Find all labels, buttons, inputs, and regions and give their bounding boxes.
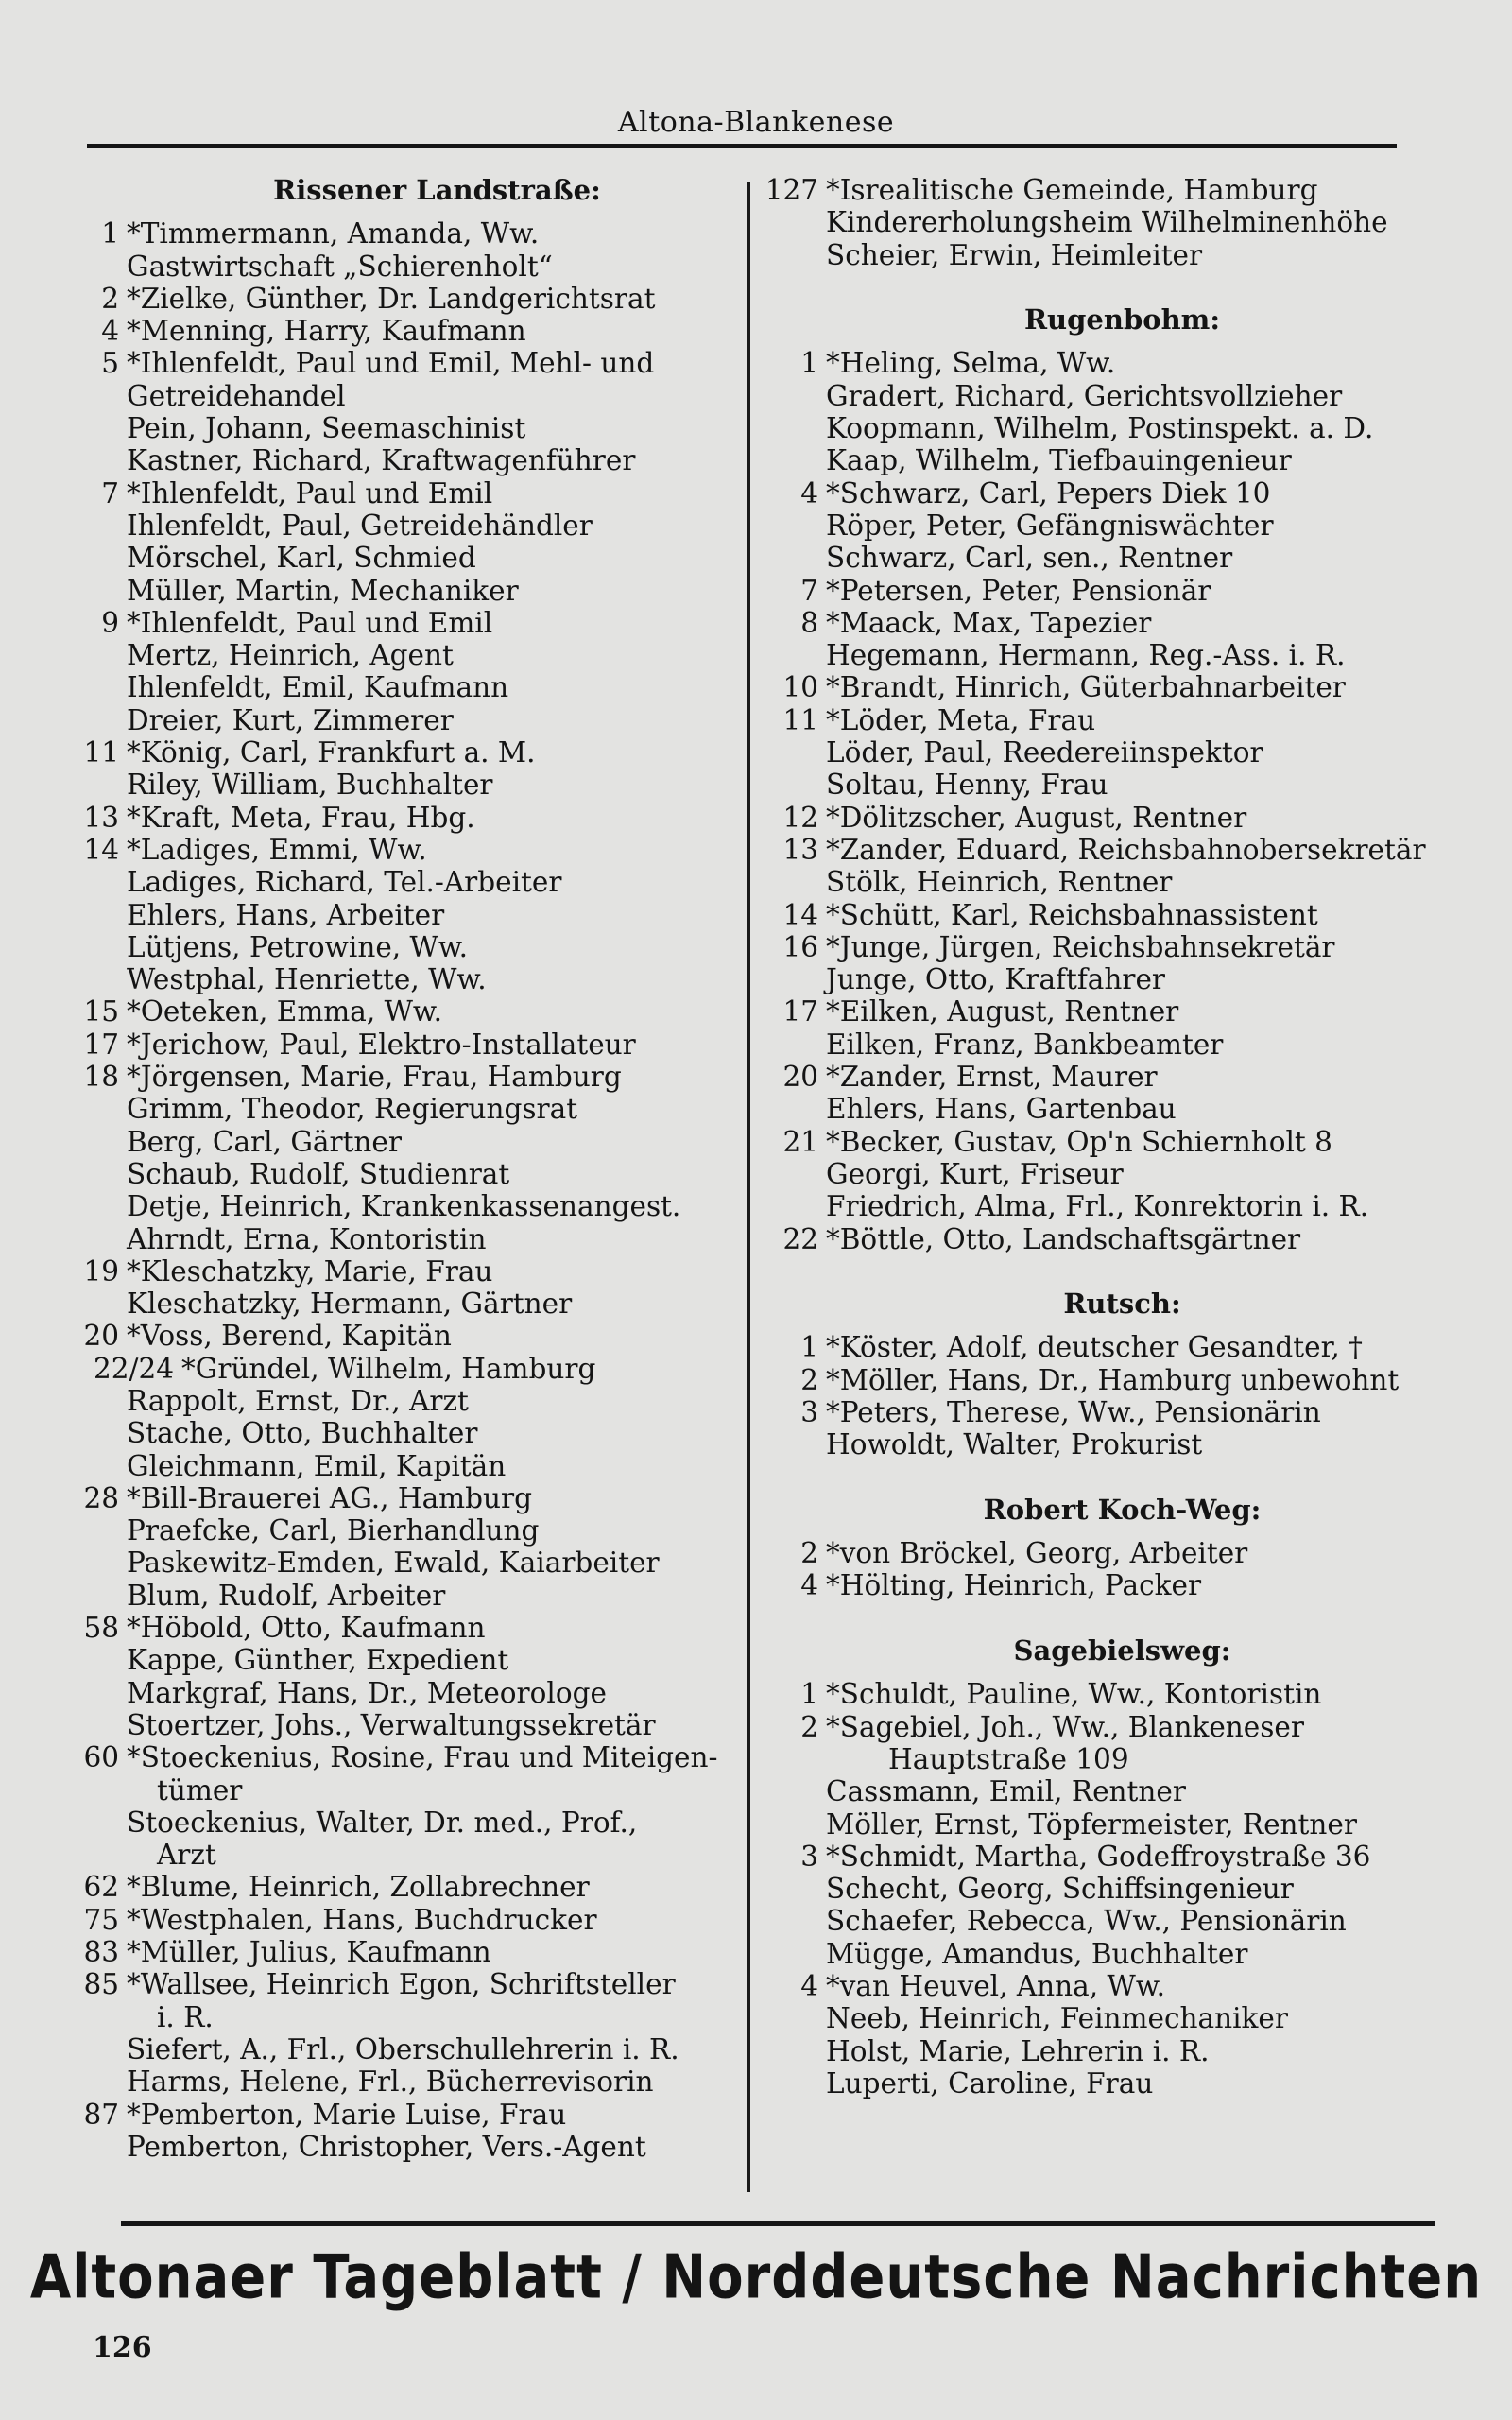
entry-resident-line [66,1417,742,1449]
house-number: 8 [800,606,818,639]
entry-resident-line [756,1190,1460,1222]
entry-text: *Westphalen, Hans, Buchdrucker [127,1903,597,1936]
entry-text: Lütjens, Petrowine, Ww. [127,930,468,963]
entry-text: *Gründel, Wilhelm, Hamburg [181,1352,596,1385]
house-number: 21 [782,1125,818,1158]
entry-text: Schaub, Rudolf, Studienrat [127,1157,510,1190]
entry-house-line [66,477,742,510]
entry-house-line [756,704,1460,736]
entry-house-line [756,1841,1460,1873]
entry-house-line [66,315,742,347]
entry-resident-line [756,1093,1460,1125]
entry-text: Stoeckenius, Walter, Dr. med., Prof., [127,1806,638,1839]
entry-text: *Schmidt, Martha, Godeffroystraße 36 [826,1840,1371,1873]
house-number: 1 [800,1331,818,1364]
entry-text: Kleschatzky, Hermann, Gärtner [127,1288,573,1321]
entry-house-line [756,1678,1460,1710]
entry-house-line [66,1061,742,1093]
entry-resident-line [66,1450,742,1482]
entry-resident-line [756,1905,1460,1937]
entry-house-line [66,1904,742,1936]
entry-text: tümer [157,1773,243,1806]
entry-resident-line [756,963,1460,995]
entry-house-line [66,1028,742,1061]
entry-text: Neeb, Heinrich, Feinmechaniker [826,2002,1288,2035]
entry-text: Schwarz, Carl, sen., Rentner [826,542,1233,575]
entry-text: Ehlers, Hans, Arbeiter [127,898,445,931]
entry-text: Müller, Martin, Mechaniker [127,574,519,607]
left-column [66,174,742,2163]
entry-text: Mertz, Heinrich, Agent [127,639,454,672]
entry-text: Pein, Johann, Seemaschinist [127,412,526,445]
house-number: 22 [782,1222,818,1255]
entry-text: Georgi, Kurt, Friseur [826,1157,1124,1190]
entry-text: Gastwirtschaft „Schierenholt“ [127,250,553,283]
entry-resident-line [756,239,1460,271]
entry-text: Rappolt, Ernst, Dr., Arzt [127,1384,469,1417]
entry-text: *Brandt, Hinrich, Güterbahnarbeiter [826,671,1346,704]
entry-house-line [756,1711,1460,1743]
entry-text: Harms, Helene, Frl., Bücherrevisorin [127,2066,654,2099]
entry-house-line [756,1396,1460,1428]
right-column [756,174,1460,2100]
entry-text: Praefcke, Carl, Bierhandlung [127,1514,540,1547]
entry-text: *Ihlenfeldt, Paul und Emil [127,606,493,639]
entry-text: Junge, Otto, Kraftfahrer [826,963,1165,996]
house-number: 17 [83,1028,119,1061]
entry-house-line [66,607,742,639]
entry-text: Riley, William, Buchhalter [127,769,493,802]
entry-text: Ahrndt, Erna, Kontoristin [127,1222,487,1255]
entry-text: Scheier, Erwin, Heimleiter [826,238,1203,271]
entry-house-line [66,1482,742,1514]
entry-house-line [66,802,742,834]
entry-resident-line [66,899,742,931]
entry-text: Gradert, Richard, Gerichtsvollzieher [826,379,1343,412]
house-number: 85 [83,1968,119,2001]
house-number: 2 [101,282,119,315]
entry-resident-line [66,704,742,736]
house-number: 4 [800,476,818,510]
entry-text: Cassmann, Emil, Rentner [826,1775,1186,1808]
entry-house-line [66,2099,742,2131]
entry-text: *Ihlenfeldt, Paul und Emil [127,476,493,510]
entry-house-line [756,995,1460,1028]
entry-text: Grimm, Theodor, Regierungsrat [127,1093,578,1126]
page-header: Altona-Blankenese [617,106,895,139]
entry-text: *Schütt, Karl, Reichsbahnassistent [826,898,1318,931]
entry-house-line [66,834,742,866]
entry-resident-line [756,444,1460,476]
house-number: 2 [800,1363,818,1396]
entry-house-line [756,1126,1460,1158]
house-number: 75 [83,1903,119,1936]
entry-text: *Zander, Ernst, Maurer [826,1061,1158,1094]
entry-text: *Schwarz, Carl, Pepers Diek 10 [826,476,1271,510]
entry-resident-line [756,2035,1460,2067]
entry-text: Hauptstraße 109 [888,1742,1129,1775]
entry-resident-line [66,412,742,444]
entry-resident-line [756,1158,1460,1190]
entry-text: *Böttle, Otto, Landschaftsgärtner [826,1222,1301,1255]
entry-text: *Ladiges, Emmi, Ww. [127,833,427,866]
house-number: 7 [800,574,818,607]
house-number: 14 [782,898,818,931]
entry-text: *Müller, Julius, Kaufmann [127,1936,491,1969]
entry-resident-line [66,1223,742,1255]
entry-text: Ihlenfeldt, Emil, Kaufmann [127,671,509,704]
entry-house-line [756,1223,1460,1255]
entry-text: Löder, Paul, Reedereiinspektor [826,736,1263,769]
entry-resident-line [66,1839,742,1871]
entry-resident-line [66,1093,742,1125]
entry-text: *Sagebiel, Joh., Ww., Blankeneser [826,1710,1304,1743]
entry-resident-line [66,1644,742,1676]
entry-resident-line [756,1808,1460,1841]
entry-text: *Kraft, Meta, Frau, Hbg. [127,801,475,834]
entry-text: *Oeteken, Emma, Ww. [127,995,443,1028]
entry-house-line [756,931,1460,963]
house-number: 17 [782,995,818,1028]
entry-house-line [756,1061,1460,1093]
entry-text: Gleichmann, Emil, Kapitän [127,1449,507,1482]
entry-text: Ladiges, Richard, Tel.-Arbeiter [127,866,562,899]
entry-text: *Eilken, August, Rentner [826,995,1179,1028]
entry-text: Detje, Heinrich, Krankenkassenangest. [127,1190,681,1223]
house-number: 5 [101,347,119,380]
entry-resident-line [66,639,742,671]
entry-resident-line [756,736,1460,769]
entry-resident-line [66,1677,742,1709]
house-number: 2 [800,1537,818,1570]
entry-resident-line [66,1158,742,1190]
entry-text: *Timmermann, Amanda, Ww. [127,217,540,251]
house-number: 9 [101,606,119,639]
entry-house-line [756,671,1460,703]
entry-text: *Zander, Eduard, Reichsbahnobersekretär [826,833,1426,866]
entry-text: *Maack, Max, Tapezier [826,606,1152,639]
entry-resident-line [66,380,742,412]
entry-house-line [756,834,1460,866]
entry-text: Kaap, Wilhelm, Tiefbauingenieur [826,444,1292,477]
entry-house-line [66,1612,742,1644]
entry-resident-line [756,510,1460,542]
entry-text: *Isrealitische Gemeinde, Hamburg [826,174,1318,206]
house-number: 62 [83,1871,119,1904]
entry-house-line [66,347,742,379]
house-number: 4 [101,315,119,348]
entry-house-line [66,1741,742,1773]
entry-text: *Köster, Adolf, deutscher Gesandter, † [826,1331,1363,1364]
house-number: 1 [800,347,818,380]
entry-resident-line [756,1873,1460,1905]
entry-text: Westphal, Henriette, Ww. [127,963,487,996]
entry-text: Luperti, Caroline, Frau [826,2066,1154,2100]
entry-text: *Junge, Jürgen, Reichsbahnsekretär [826,930,1335,963]
entry-resident-line [66,542,742,574]
entry-text: Eilken, Franz, Bankbeamter [826,1028,1224,1061]
entry-text: *König, Carl, Frankfurt a. M. [127,736,536,769]
entry-resident-line [756,1775,1460,1807]
entry-text: Koopmann, Wilhelm, Postinspekt. a. D. [826,412,1374,445]
entry-house-line [66,1353,742,1385]
entry-text: *Kleschatzky, Marie, Frau [127,1254,493,1288]
house-number: 22/24 [93,1352,174,1385]
house-number: 3 [800,1395,818,1428]
entry-text: *Voss, Berend, Kapitän [127,1320,452,1353]
house-number: 16 [782,930,818,963]
entry-text: *Möller, Hans, Dr., Hamburg unbewohnt [826,1363,1400,1396]
entry-resident-line [66,1774,742,1806]
entry-resident-line [66,963,742,995]
entry-resident-line [756,1743,1460,1775]
entry-resident-line [756,380,1460,412]
entry-resident-line [66,510,742,542]
entry-house-line [756,1364,1460,1396]
page-number: 126 [93,2331,152,2364]
house-number: 28 [83,1481,119,1514]
entry-text: Ihlenfeldt, Paul, Getreidehändler [127,509,593,542]
entry-text: Schaefer, Rebecca, Ww., Pensionärin [826,1905,1347,1938]
entry-text: Möller, Ernst, Töpfermeister, Rentner [826,1807,1357,1841]
entry-text: Stölk, Heinrich, Rentner [826,866,1173,899]
entry-house-line [66,736,742,769]
entry-house-line [756,1331,1460,1363]
entry-text: Markgraf, Hans, Dr., Meteorologe [127,1676,607,1709]
street-heading: Sagebielsweg: [1013,1634,1231,1668]
entry-text: Stoertzer, Johs., Verwaltungssekretär [127,1708,656,1741]
entry-house-line [756,347,1460,379]
entry-resident-line [66,769,742,801]
entry-resident-line [756,1028,1460,1061]
entry-text: *van Heuvel, Anna, Ww. [826,1970,1165,2003]
entry-resident-line [756,542,1460,574]
house-number: 4 [800,1569,818,1602]
entry-house-line [756,1970,1460,2002]
entry-resident-line [756,1428,1460,1461]
house-number: 127 [765,174,818,206]
entry-house-line [66,283,742,315]
entry-resident-line [756,1938,1460,1970]
entry-resident-line [756,412,1460,444]
entry-text: Pemberton, Christopher, Vers.-Agent [127,2130,646,2163]
entry-resident-line [66,866,742,898]
house-number: 19 [83,1254,119,1288]
entry-resident-line [66,444,742,476]
house-number: 10 [782,671,818,704]
entry-text: *von Bröckel, Georg, Arbeiter [826,1537,1248,1570]
entry-house-line [756,174,1460,206]
entry-resident-line [66,931,742,963]
entry-house-line [66,1968,742,2000]
house-number: 4 [800,1970,818,2003]
entry-text: Paskewitz-Emden, Ewald, Kaiarbeiter [127,1547,660,1580]
entry-resident-line [66,1190,742,1222]
entry-resident-line [66,2033,742,2066]
street-heading: Rutsch: [1063,1288,1181,1321]
entry-text: Schecht, Georg, Schiffsingenieur [826,1873,1294,1906]
entry-text: *Schuldt, Pauline, Ww., Kontoristin [826,1678,1322,1711]
entry-text: *Petersen, Peter, Pensionär [826,574,1211,607]
entry-resident-line [66,671,742,703]
entry-resident-line [66,1709,742,1741]
house-number: 13 [782,833,818,866]
entry-text: *Peters, Therese, Ww., Pensionärin [826,1395,1321,1428]
entry-text: *Pemberton, Marie Luise, Frau [127,2098,567,2131]
entry-text: Stache, Otto, Buchhalter [127,1417,478,1450]
entry-resident-line [756,206,1460,238]
entry-text: Siefert, A., Frl., Oberschullehrerin i. R. [127,2032,679,2066]
entry-text: Mügge, Amandus, Buchhalter [826,1937,1248,1970]
entry-text: *Menning, Harry, Kaufmann [127,315,526,348]
entry-text: Holst, Marie, Lehrerin i. R. [826,2034,1210,2067]
entry-text: Blum, Rudolf, Arbeiter [127,1579,446,1612]
entry-text: *Höbold, Otto, Kaufmann [127,1612,486,1645]
entry-text: Ehlers, Hans, Gartenbau [826,1093,1177,1126]
column-divider [747,182,750,2192]
street-heading: Robert Koch-Weg: [983,1493,1262,1526]
entry-resident-line [66,1580,742,1612]
entry-text: Friedrich, Alma, Frl., Konrektorin i. R. [826,1190,1369,1223]
entry-resident-line [66,2131,742,2163]
house-number: 1 [800,1678,818,1711]
entry-house-line [756,607,1460,639]
entry-house-line [756,1569,1460,1601]
entry-resident-line [66,1288,742,1320]
entry-text: *Wallsee, Heinrich Egon, Schriftsteller [127,1968,676,2001]
entry-text: i. R. [157,2000,214,2033]
entry-text: Soltau, Henny, Frau [826,769,1108,802]
footer-rule [121,2221,1435,2226]
entry-house-line [66,1320,742,1352]
entry-resident-line [756,866,1460,898]
entry-resident-line [66,2066,742,2098]
entry-text: Dreier, Kurt, Zimmerer [127,703,454,736]
entry-text: *Jörgensen, Marie, Frau, Hamburg [127,1061,622,1094]
house-number: 15 [83,995,119,1028]
entry-resident-line [66,2001,742,2033]
street-heading: Rissener Landstraße: [273,174,601,206]
house-number: 20 [83,1320,119,1353]
entry-text: *Hölting, Heinrich, Packer [826,1569,1202,1602]
entry-house-line [66,995,742,1028]
entry-house-line [756,1537,1460,1569]
entry-resident-line [66,1806,742,1839]
entry-text: *Dölitzscher, August, Rentner [826,801,1247,834]
entry-text: Röper, Peter, Gefängniswächter [826,509,1274,542]
entry-text: Berg, Carl, Gärtner [127,1125,402,1158]
entry-house-line [66,1936,742,1968]
house-number: 58 [83,1612,119,1645]
entry-resident-line [66,1385,742,1417]
entry-text: Arzt [157,1839,216,1872]
entry-text: *Stoeckenius, Rosine, Frau und Miteigen- [127,1741,718,1774]
entry-text: *Heling, Selma, Ww. [826,347,1116,380]
entry-text: *Ihlenfeldt, Paul und Emil, Mehl- und [127,347,655,380]
entry-resident-line [66,251,742,283]
entry-house-line [66,1871,742,1903]
house-number: 11 [782,703,818,736]
house-number: 11 [83,736,119,769]
entry-resident-line [66,1547,742,1579]
entry-text: Kastner, Richard, Kraftwagenführer [127,444,636,477]
entry-text: Howoldt, Walter, Prokurist [826,1428,1203,1461]
entry-house-line [756,899,1460,931]
house-number: 83 [83,1936,119,1969]
entry-house-line [66,217,742,250]
entry-resident-line [66,1126,742,1158]
house-number: 60 [83,1741,119,1774]
house-number: 1 [101,217,119,251]
entry-resident-line [756,2067,1460,2100]
entry-house-line [756,477,1460,510]
entry-resident-line [66,575,742,607]
newspaper-advertisement: Altonaer Tageblatt / Norddeutsche Nachrichten [29,2242,1483,2313]
entry-text: *Becker, Gustav, Op'n Schiernholt 8 [826,1125,1332,1158]
street-heading: Rugenbohm: [1023,303,1221,337]
house-number: 2 [800,1710,818,1743]
house-number: 13 [83,801,119,834]
entry-text: *Blume, Heinrich, Zollabrechner [127,1871,590,1904]
entry-house-line [756,802,1460,834]
entry-text: Hegemann, Hermann, Reg.-Ass. i. R. [826,639,1346,672]
entry-text: *Jerichow, Paul, Elektro-Installateur [127,1028,636,1061]
house-number: 18 [83,1061,119,1094]
entry-text: *Bill-Brauerei AG., Hamburg [127,1481,533,1514]
house-number: 14 [83,833,119,866]
house-number: 12 [782,801,818,834]
entry-text: Getreidehandel [127,379,346,412]
entry-text: Kappe, Günther, Expedient [127,1644,509,1677]
house-number: 7 [101,476,119,510]
entry-resident-line [66,1514,742,1547]
entry-house-line [756,575,1460,607]
house-number: 20 [782,1061,818,1094]
entry-text: Mörschel, Karl, Schmied [127,542,476,575]
entry-text: *Zielke, Günther, Dr. Landgerichtsrat [127,282,656,315]
entry-resident-line [756,2002,1460,2034]
house-number: 87 [83,2098,119,2131]
header-rule [87,144,1397,148]
entry-text: *Löder, Meta, Frau [826,703,1096,736]
entry-resident-line [756,639,1460,671]
entry-text: Kindererholungsheim Wilhelminenhöhe [826,206,1388,239]
house-number: 3 [800,1840,818,1873]
entry-resident-line [756,769,1460,801]
entry-house-line [66,1255,742,1288]
